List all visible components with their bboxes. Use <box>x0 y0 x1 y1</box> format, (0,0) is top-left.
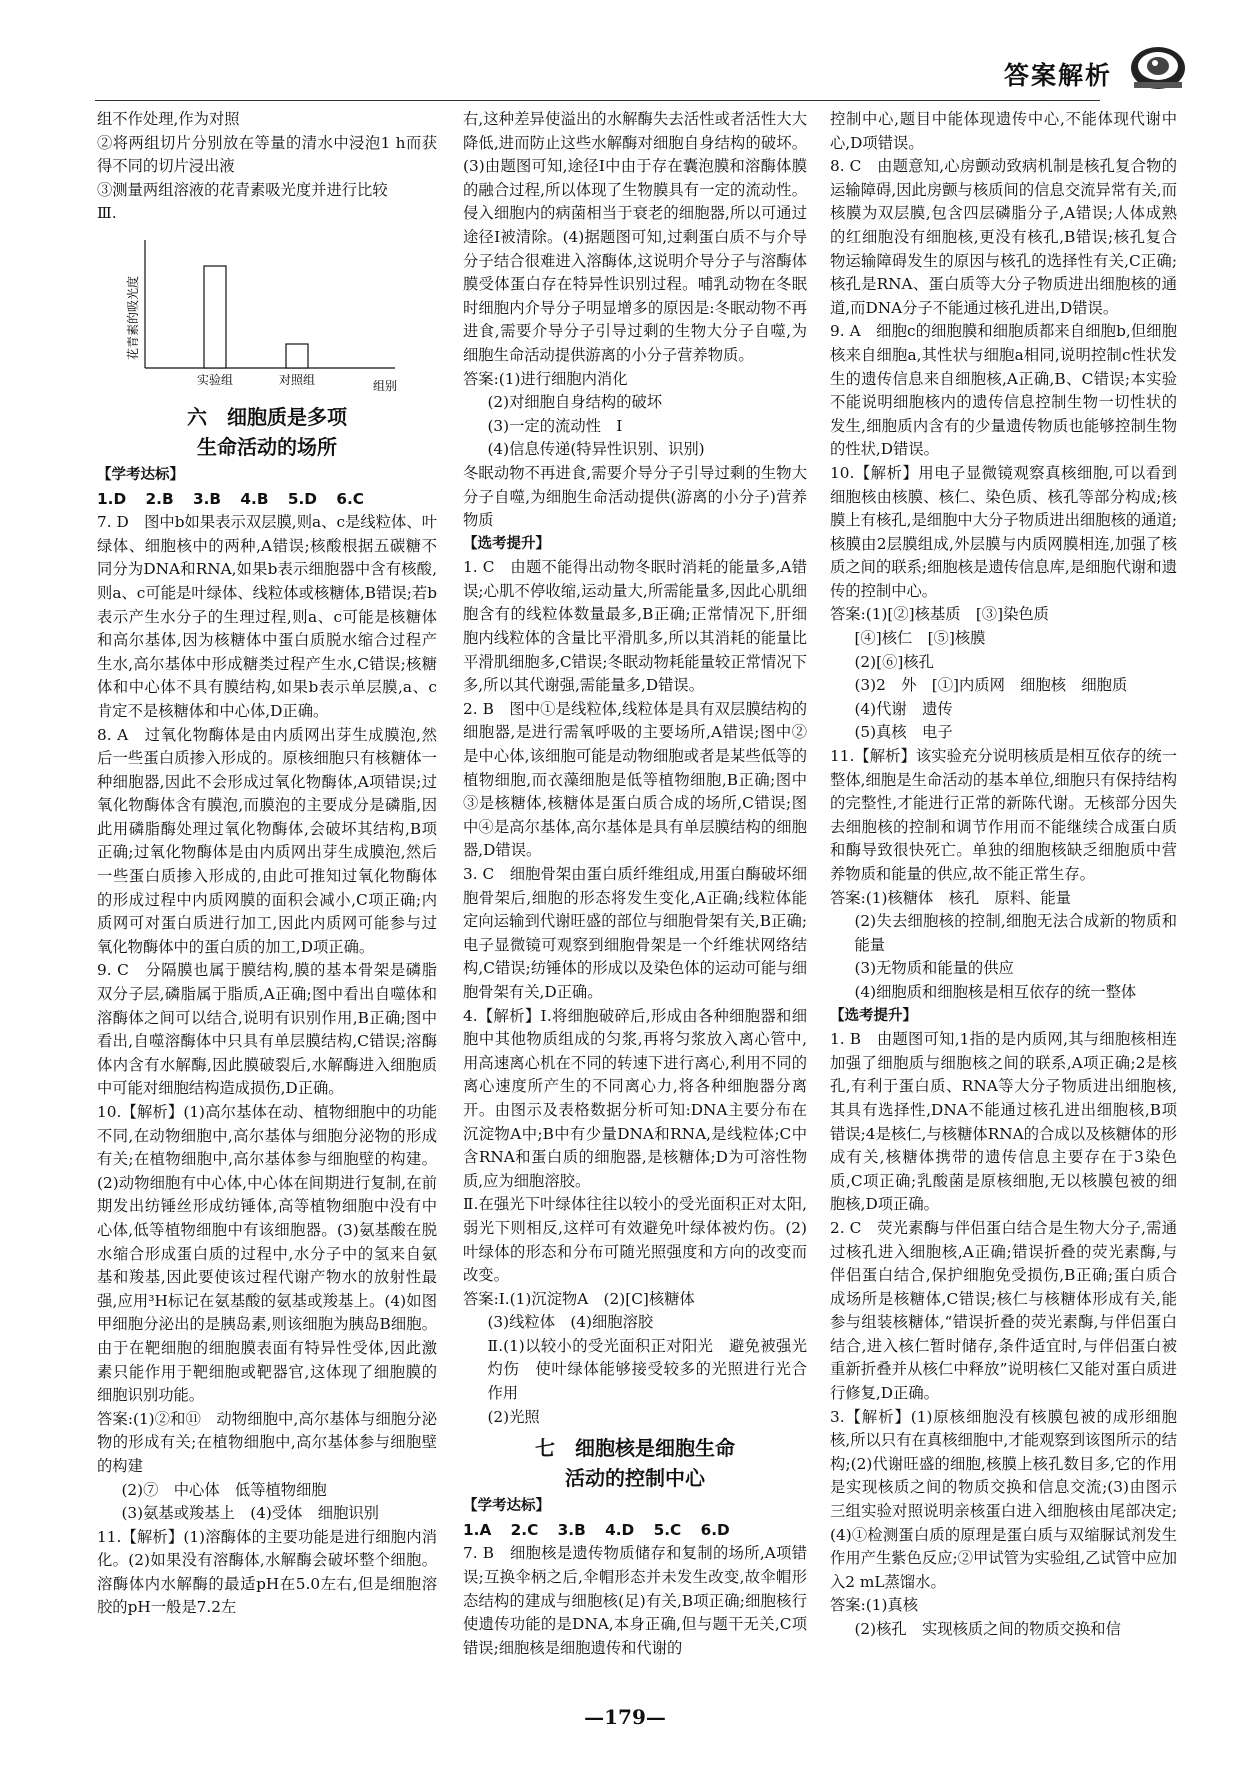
page-header <box>0 40 1250 96</box>
answer-item: 2.B <box>145 489 174 508</box>
answer-item: 5.C <box>653 1520 682 1539</box>
answer-item: 1.D <box>97 489 127 508</box>
column-3 <box>830 108 1177 1642</box>
answer-q3-1: 答案:(1)真核 <box>830 1596 919 1615</box>
explanation-q7-continued: 控制中心,题目中能体现遗传中心,不能体现代谢中心,D项错误。 <box>830 110 1177 152</box>
text-line: ②将两组切片分别放在等量的清水中浸泡1 h而获得不同的切片浸出液 <box>97 133 437 176</box>
explanation-q4-part2: Ⅱ.在强光下叶绿体往往以较小的受光面积正对太阳,弱光下则相反,这样可有效避免叶绿体被灼伤。(2)叶绿体的形态和分布可随光照强度和方向的改变而改变。 <box>463 1195 807 1285</box>
column-2 <box>463 108 807 1660</box>
section-title-line: 活动的控制中心 <box>565 1466 705 1491</box>
y-axis-label: 花青素的吸光度 <box>126 275 140 360</box>
text-line: 组不作处理,作为对照 <box>97 110 240 128</box>
explanation-q10: 10.【解析】用电子显微镜观察真核细胞,可以看到细胞核由核膜、核仁、染色质、核孔等部分构成;核膜上有核孔,是细胞中大分子物质进出细胞核的通道;核膜由2层膜组成,外层膜与内质网膜相连,加强了核质之间的联系;细胞核是遗传信息库,是细胞代谢和遗传的控制中心。 <box>830 463 1177 600</box>
explanation-q3: 3. C 细胞骨架由蛋白质纤维组成,用蛋白酶破坏细胞骨架后,细胞的形态将发生变化,A正确;线粒体能定向运输到代谢旺盛的部位与细胞骨架有关,B正确;电子显微镜可观察到细胞骨架是一个纤维状网络结构,C错误;纺锤体的形成以及染色体的运动可能与细胞骨架有关,D正确。 <box>463 865 807 1001</box>
header-title: 答案解析 <box>1003 61 1112 90</box>
page-number: —179— <box>584 1705 666 1729</box>
answer-q10-2: [④]核仁 [⑤]核膜 <box>854 629 986 648</box>
explanation-q9: 9. A 细胞c的细胞膜和细胞质都来自细胞b,但细胞核来自细胞a,其性状与细胞a相同,说明控制c性状发生的遗传信息来自细胞核,A正确,B、C错误;本实验不能说明细胞核内的遗传信息控制生物一切性状的发生,细胞质内含有的少量遗传物质也能够控制生物的性状,D错误。 <box>830 322 1177 459</box>
x-axis-label: 组别 <box>373 378 398 393</box>
section-title-line: 七 细胞核是细胞生命 <box>535 1436 735 1461</box>
answer-q11-1: 答案:(1)核糖体 核孔 原料、能量 <box>830 888 1071 907</box>
answer-item: 2.C <box>510 1520 539 1539</box>
answer-q10-1: 答案:(1)②和⑪ 动物细胞中,高尔基体与细胞分泌物的形成有关;在植物细胞中,高尔基体参与细胞壁的构建 <box>97 1409 437 1475</box>
explanation-q8: 8. C 由题意知,心房颤动致病机制是核孔复合物的运输障碍,因此房颤与核质间的信息交流异常有关,而核膜为双层膜,包含四层磷脂分子,A错误;人体成熟的红细胞没有细胞核,更没有核孔,B错误;核孔复合物运输障碍发生的原因与核孔的选择性有关,C正确;核孔是RNA、蛋白质等大分子物质进出细胞核的通道,而DNA分子不能通过核孔进出,D错误。 <box>830 157 1177 317</box>
explanation-q1: 1. C 由题不能得出动物冬眠时消耗的能量多,A错误;心肌不停收缩,运动量大,所需能量多,因此心肌细胞含有的线粒体数量最多,B正确;正常情况下,肝细胞内线粒体的含量比平滑肌多,所以其消耗的能量比平滑肌细胞多,C错误;冬眠动物耗能量较正常情况下多,所以其代谢强,需能量多,D错误。 <box>463 558 807 695</box>
answer-q11-5: 冬眠动物不再进食,需要介导分子引导过剩的生物大分子自噬,为细胞生命活动提供(游离的小分子)营养物质 <box>463 463 807 530</box>
answer-item: 4.D <box>605 1520 635 1539</box>
explanation-q4: 4.【解析】Ⅰ.将细胞破碎后,形成由各种细胞器和细胞中其他物质组成的匀浆,再将匀浆放入离心管中,用高速离心机在不同的转速下进行离心,利用不同的离心速度所产生的不同离心力,将各种细胞器分离开。由图示及表格数据分析可知:DNA主要分布在沉淀物A中;B中有少量DNA和RNA,是线粒体;C中含RNA和蛋白质的细胞器,是核糖体;D为可溶性物质,应为细胞溶胶。 <box>463 1006 807 1190</box>
header-rule <box>95 100 1100 101</box>
answer-q11-4: (4)信息传递(特异性识别、识别) <box>487 440 705 459</box>
answer-item: 6.D <box>700 1520 730 1539</box>
xuankao-label: 【选考提升】 <box>830 1007 917 1024</box>
category-label-experimental: 实验组 <box>197 372 234 387</box>
bar-experimental <box>204 266 226 368</box>
explanation-q7: 7. D 图中b如果表示双层膜,则a、c是线粒体、叶绿体、细胞核中的两种,A错误;核酸根据五碳糖不同分为DNA和RNA,如果b表示细胞器中含有核酸,则a、c可能是叶绿体、线粒体或核糖体,B错误;若b表示产生水分子的生理过程,则a、c可能是核糖体和高尔基体,因为核糖体中蛋白质脱水缩合过程产生水,高尔基体中形成糖类过程产生水,C错误;核糖体和中心体不具有膜结构,如果b表示单层膜,a、c肯定不是核糖体和中心体,D正确。 <box>97 513 437 720</box>
answer-q11-4: (4)细胞质和细胞核是相互依存的统一整体 <box>854 982 1137 1001</box>
answer-q4-3: Ⅱ.(1)以较小的受光面积正对阳光 避免被强光灼伤 使叶绿体能够接受较多的光照进行光合作用 <box>487 1336 807 1403</box>
explanation-q2: 2. C 荧光素酶与伴侣蛋白结合是生物大分子,需通过核孔进入细胞核,A正确;错误折叠的荧光素酶,与伴侣蛋白结合,保护细胞免受损伤,B正确;蛋白质合成场所是核糖体,C错误;核仁与核糖体形成有关,能参与组装核糖体,“错误折叠的荧光素酶,与伴侣蛋白结合,进入核仁暂时储存,条件适宜时,与伴侣蛋白被重新折叠并从核仁中释放”说明核仁又能对蛋白质进行修复,D正确。 <box>830 1218 1177 1403</box>
answer-q10-2: (2)⑦ 中心体 低等植物细胞 <box>121 1480 327 1499</box>
answer-q10-3: (2)[⑥]核孔 <box>854 652 934 671</box>
explanation-q10: 10.【解析】(1)高尔基体在动、植物细胞中的功能不同,在动物细胞中,高尔基体与细胞分泌物的形成有关;在植物细胞中,高尔基体参与细胞壁的构建。(2)动物细胞有中心体,中心体在间期进行复制,在前期发出纺锤丝形成纺锤体,高等植物细胞中没有中心体,低等植物细胞中有该细胞器。(3)氨基酸在脱水缩合形成蛋白质的过程中,水分子中的氢来自氨基和羧基,因此要使该过程代谢产物水的放射性最强,应用³H标记在氨基酸的氨基或羧基上。(4)如图甲细胞分泌出的是胰岛素,则该细胞为胰岛B细胞。由于在靶细胞的细胞膜表面有特异性受体,因此激素只能作用于靶细胞或靶器官,这体现了细胞膜的细胞识别功能。 <box>97 1103 437 1405</box>
answer-q4-1: 答案:Ⅰ.(1)沉淀物A (2)[C]核糖体 <box>463 1289 695 1308</box>
answer-q10-5: (4)代谢 遗传 <box>854 699 953 718</box>
text-line: ③测量两组溶液的花青素吸光度并进行比较 <box>97 180 388 199</box>
answer-q11-3: (3)一定的流动性 Ⅰ <box>487 416 623 435</box>
explanation-q3: 3.【解析】(1)原核细胞没有核膜包被的成形细胞核,所以只有在真核细胞中,才能观察到该图所示的结构;(2)代谢旺盛的细胞,核膜上核孔数目多,它的作用是实现核质之间的物质交换和信息交流;(3)由图示三组实验对照说明亲核蛋白进入细胞核由尾部决定;(4)①检测蛋白质的原理是蛋白质与双缩脲试剂发生作用产生紫色反应;②甲试管为实验组,乙试管中应加入2 mL蒸馏水。 <box>830 1407 1177 1591</box>
answer-q4-4: (2)光照 <box>487 1407 540 1426</box>
answer-q10-1: 答案:(1)[②]核基质 [③]染色质 <box>830 605 1049 624</box>
explanation-q8: 8. A 过氧化物酶体是由内质网出芽生成膜泡,然后一些蛋白质掺入形成的。原核细胞只有核糖体一种细胞器,因此不会形成过氧化物酶体,A项错误;过氧化物酶体含有膜泡,而膜泡的主要成分是磷脂,因此用磷脂酶处理过氧化物酶体,会破坏其结构,B项正确;过氧化物酶体是由内质网出芽生成膜泡,然后一些蛋白质掺入形成的,由此可推知过氧化物酶体的形成过程中内质网膜的面积会减小,C项正确;内质网可对蛋白质进行加工,因此内质网可能参与过氧化物酶体中的蛋白质的加工,D项正确。 <box>97 725 437 956</box>
category-label-control: 对照组 <box>279 372 316 387</box>
chart-axes <box>145 240 395 368</box>
section-title-line: 六 细胞质是多项 <box>187 404 347 429</box>
absorbance-bar-chart <box>115 230 415 398</box>
answer-q10-6: (5)真核 电子 <box>854 723 953 742</box>
explanation-q11: 11.【解析】(1)溶酶体的主要功能是进行细胞内消化。(2)如果没有溶酶体,水解酶会破坏整个细胞。溶酶体内水解酶的最适pH在5.0左右,但是细胞溶胶的pH一般是7.2左 <box>97 1527 437 1617</box>
section-6-title <box>97 402 437 462</box>
answer-item: 1.A <box>463 1520 492 1539</box>
answer-item: 6.C <box>336 489 365 508</box>
answer-q10-3: (3)氨基或羧基上 (4)受体 细胞识别 <box>121 1504 379 1523</box>
answer-q4-2: (3)线粒体 (4)细胞溶胶 <box>487 1313 654 1332</box>
explanation-q1: 1. B 由题图可知,1指的是内质网,其与细胞核相连加强了细胞质与细胞核之间的联系,A项正确;2是核孔,有利于蛋白质、RNA等大分子物质进出细胞核,其具有选择性,DNA不能通过核孔进出细胞核,B项错误;4是核仁,与核糖体RNA的合成以及核糖体的形成有关,核糖体携带的遗传信息主要存在于3染色质,C项正确;乳酸菌是原核细胞,无以核膜包被的细胞核,D项正确。 <box>830 1030 1177 1214</box>
explanation-q11: 11.【解析】该实验充分说明核质是相互依存的统一整体,细胞是生命活动的基本单位,细胞只有保持结构的完整性,才能进行正常的新陈代谢。无核部分因失去细胞核的控制和调节作用而不能继续合成蛋白质和酶导致很快死亡。单独的细胞核缺乏细胞质中营养物质和能量的供应,故不能正常生存。 <box>830 747 1177 883</box>
text-line: Ⅲ. <box>97 204 117 223</box>
answer-item: 4.B <box>240 489 269 508</box>
publisher-logo-icon <box>1128 44 1188 92</box>
explanation-q7: 7. B 细胞核是遗传物质储存和复制的场所,A项错误;互换伞柄之后,伞帽形态并未发生改变,故伞帽形态结构的建成与细胞核(足)有关,B项正确;细胞核行使遗传功能的是DNA,本身正确,但与题干无关,C项错误;细胞核是细胞遗传和代谢的 <box>463 1544 807 1657</box>
xuekao-label: 【学考达标】 <box>97 466 184 483</box>
section-title-line: 生命活动的场所 <box>197 434 337 459</box>
answer-q11-1: 答案:(1)进行细胞内消化 <box>463 369 628 388</box>
answer-row <box>463 1519 807 1543</box>
xuankao-label: 【选考提升】 <box>463 535 550 552</box>
bar-control <box>286 344 308 368</box>
answer-q3-2: (2)核孔 实现核质之间的物质交换和信 <box>854 1620 1121 1638</box>
xuekao-label: 【学考达标】 <box>463 1498 550 1515</box>
answer-q10-4: (3)2 外 [①]内质网 细胞核 细胞质 <box>854 676 1128 695</box>
answer-row <box>97 488 437 512</box>
explanation-q11-continued: 右,这种差异使溢出的水解酶失去活性或者活性大大降低,进而防止这些水解酶对细胞自身结构的破坏。(3)由题图可知,途径Ⅰ中由于存在囊泡膜和溶酶体膜的融合过程,所以体现了生物膜具有一定的流动性。侵入细胞内的病菌相当于衰老的细胞器,所以可通过途径Ⅰ被清除。(4)据题图可知,过剩蛋白质不与介导分子结合很难进入溶酶体,这说明介导分子与溶酶体膜受体蛋白存在特异性识别过程。哺乳动物在冬眠时细胞内介导分子明显增多的原因是:冬眠动物不再进食,需要介导分子引导过剩的生物大分子自噬,为细胞生命活动提供游离的小分子营养物质。 <box>463 110 807 364</box>
column-1 <box>97 108 437 1620</box>
explanation-q2: 2. B 图中①是线粒体,线粒体是具有双层膜结构的细胞器,是进行需氧呼吸的主要场所,A错误;图中②是中心体,该细胞可能是动物细胞或者是某些低等的植物细胞,而衣藻细胞是低等植物细胞,B正确;图中③是核糖体,核糖体是蛋白质合成的场所,C错误;图中④是高尔基体,高尔基体是具有单层膜结构的细胞器,D错误。 <box>463 699 807 860</box>
answer-item: 3.B <box>192 489 222 508</box>
answer-q11-2: (2)失去细胞核的控制,细胞无法合成新的物质和能量 <box>854 912 1177 954</box>
answer-q11-2: (2)对细胞自身结构的破坏 <box>487 393 663 412</box>
explanation-q9: 9. C 分隔膜也属于膜结构,膜的基本骨架是磷脂双分子层,磷脂属于脂质,A正确;图中看出自噬体和溶酶体之间可以结合,说明有识别作用,B正确;图中看出,自噬溶酶体中只具有单层膜结构,C错误;溶酶体内含有水解酶,因此膜破裂后,水解酶进入细胞质中可能对细胞结构造成损伤,D正确。 <box>97 961 437 1098</box>
section-7-title <box>463 1433 807 1493</box>
answer-q11-3: (3)无物质和能量的供应 <box>854 959 1014 978</box>
answer-item: 3.B <box>557 1520 586 1539</box>
answer-item: 5.D <box>287 489 317 508</box>
